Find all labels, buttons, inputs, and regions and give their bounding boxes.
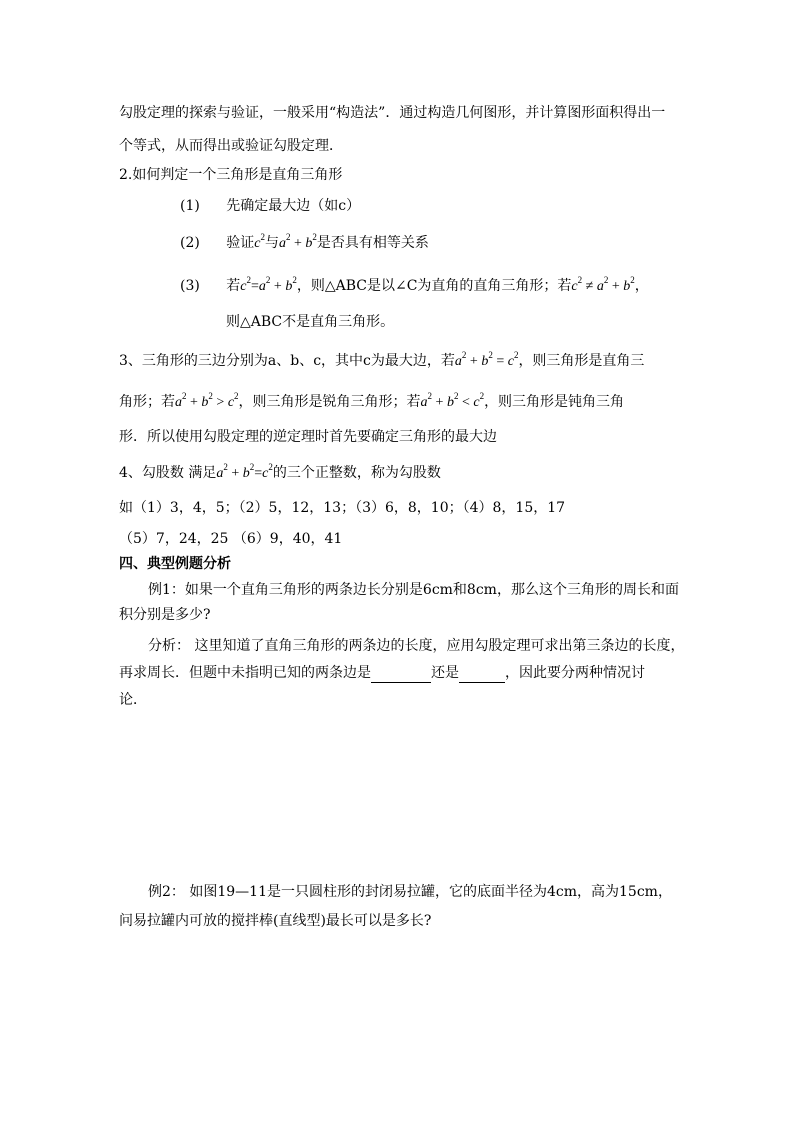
intro-line-1: 勾股定理的探索与验证，一般采用“构造法”．通过构造几何图形，并计算图形面积得出一	[119, 105, 666, 121]
example-1-line-1: 例1：如果一个直角三角形的两条边长分别是6cm和8cm，那么这个三角形的周长和面	[148, 582, 679, 598]
section2-item-3-line-2: 则△ABC不是直角三角形。	[226, 314, 395, 330]
formula-acute: $a^2 + b^2 > c^2$	[175, 391, 239, 410]
item-text: 先确定最大边（如c）	[226, 198, 361, 214]
item-text-pre: 验证	[226, 235, 255, 251]
section3-text-pre: 角形；若	[119, 394, 175, 410]
section4-definition	[119, 463, 441, 484]
example-2-line-2: 问易拉罐内可放的搅拌棒(直线型)最长可以是多长?	[119, 913, 432, 929]
formula-c2-equals-a2-plus-b2: $c^2=a^2 + b^2$	[240, 275, 297, 294]
analysis-line-3: 论．	[119, 692, 147, 708]
item-text-pre: 若	[226, 278, 241, 294]
analysis-text-pre: 再求周长．但题中未指明已知的两条边是	[119, 665, 371, 681]
section2-item-2	[180, 233, 429, 254]
item-text-mid: 与	[265, 235, 280, 251]
section2-title: 2.如何判定一个三角形是直角三角形	[119, 167, 343, 183]
answer-blank-1[interactable]	[371, 666, 431, 683]
analysis-text-mid: 还是	[431, 665, 459, 681]
item-text-post: ，	[634, 278, 649, 294]
section4-text-post: 的三个正整数，称为勾股数	[272, 465, 441, 481]
section3-text-pre: 3、三角形的三边分别为a、b、c，其中c为最大边，若	[119, 353, 455, 369]
section2-item-3	[180, 276, 649, 297]
example-1-line-2: 积分别是多少?	[119, 607, 211, 623]
section2-item-1	[180, 196, 360, 216]
item-number: (3)	[180, 278, 200, 294]
item-number: (2)	[180, 235, 200, 251]
analysis-line-2	[119, 663, 645, 683]
item-number: (1)	[180, 198, 200, 214]
analysis-text-post: ，因此要分两种情况讨	[505, 665, 645, 681]
formula-pythagorean: $a^2 + b^2=c^2$	[216, 462, 273, 481]
section3-line-2	[119, 392, 624, 413]
section4-examples-1: 如（1）3，4，5；（2）5，12，13；（3）6，8，10；（4）8，15，17	[119, 500, 566, 516]
section3-line-3: 形．所以使用勾股定理的逆定理时首先要确定三角形的最大边	[119, 429, 497, 445]
intro-line-2: 个等式，从而得出或验证勾股定理．	[119, 138, 343, 154]
section3-line-1	[119, 351, 644, 372]
section4-examples-2: （5）7，24，25 （6）9，40，41	[119, 531, 343, 547]
formula-a2-plus-b2: $a^2 + b^2$	[279, 232, 317, 251]
formula-obtuse: $a^2 + b^2 < c^2$	[420, 391, 485, 410]
formula-right-triangle: $a^2 + b^2 = c^2$	[454, 350, 519, 369]
example-2-line-1: 例2： 如图19—11是一只圆柱形的封闭易拉罐，它的底面半径为4cm，高为15cm，	[148, 884, 672, 900]
section3-text-post: ，则三角形是直角三	[518, 353, 645, 369]
answer-blank-2[interactable]	[459, 666, 505, 683]
section3-text-mid: ，则三角形是锐角三角形；若	[238, 394, 421, 410]
item-text-post: 是否具有相等关系	[316, 235, 429, 251]
section4-text-pre: 4、勾股数 满足	[119, 465, 217, 481]
section-heading: 四、典型例题分析	[119, 556, 231, 572]
section3-text-post: ，则三角形是钝角三角	[484, 394, 625, 410]
formula-c2-not-equal-a2-plus-b2: $c^2 \ne a^2 + b^2$	[571, 275, 635, 294]
analysis-line-1: 分析： 这里知道了直角三角形的两条边的长度，应用勾股定理可求出第三条边的长度，	[148, 638, 685, 654]
item-text-mid: ，则△ABC是以∠C为直角的直角三角形；若	[296, 278, 572, 294]
formula-c-squared: $c^2$	[254, 232, 266, 251]
